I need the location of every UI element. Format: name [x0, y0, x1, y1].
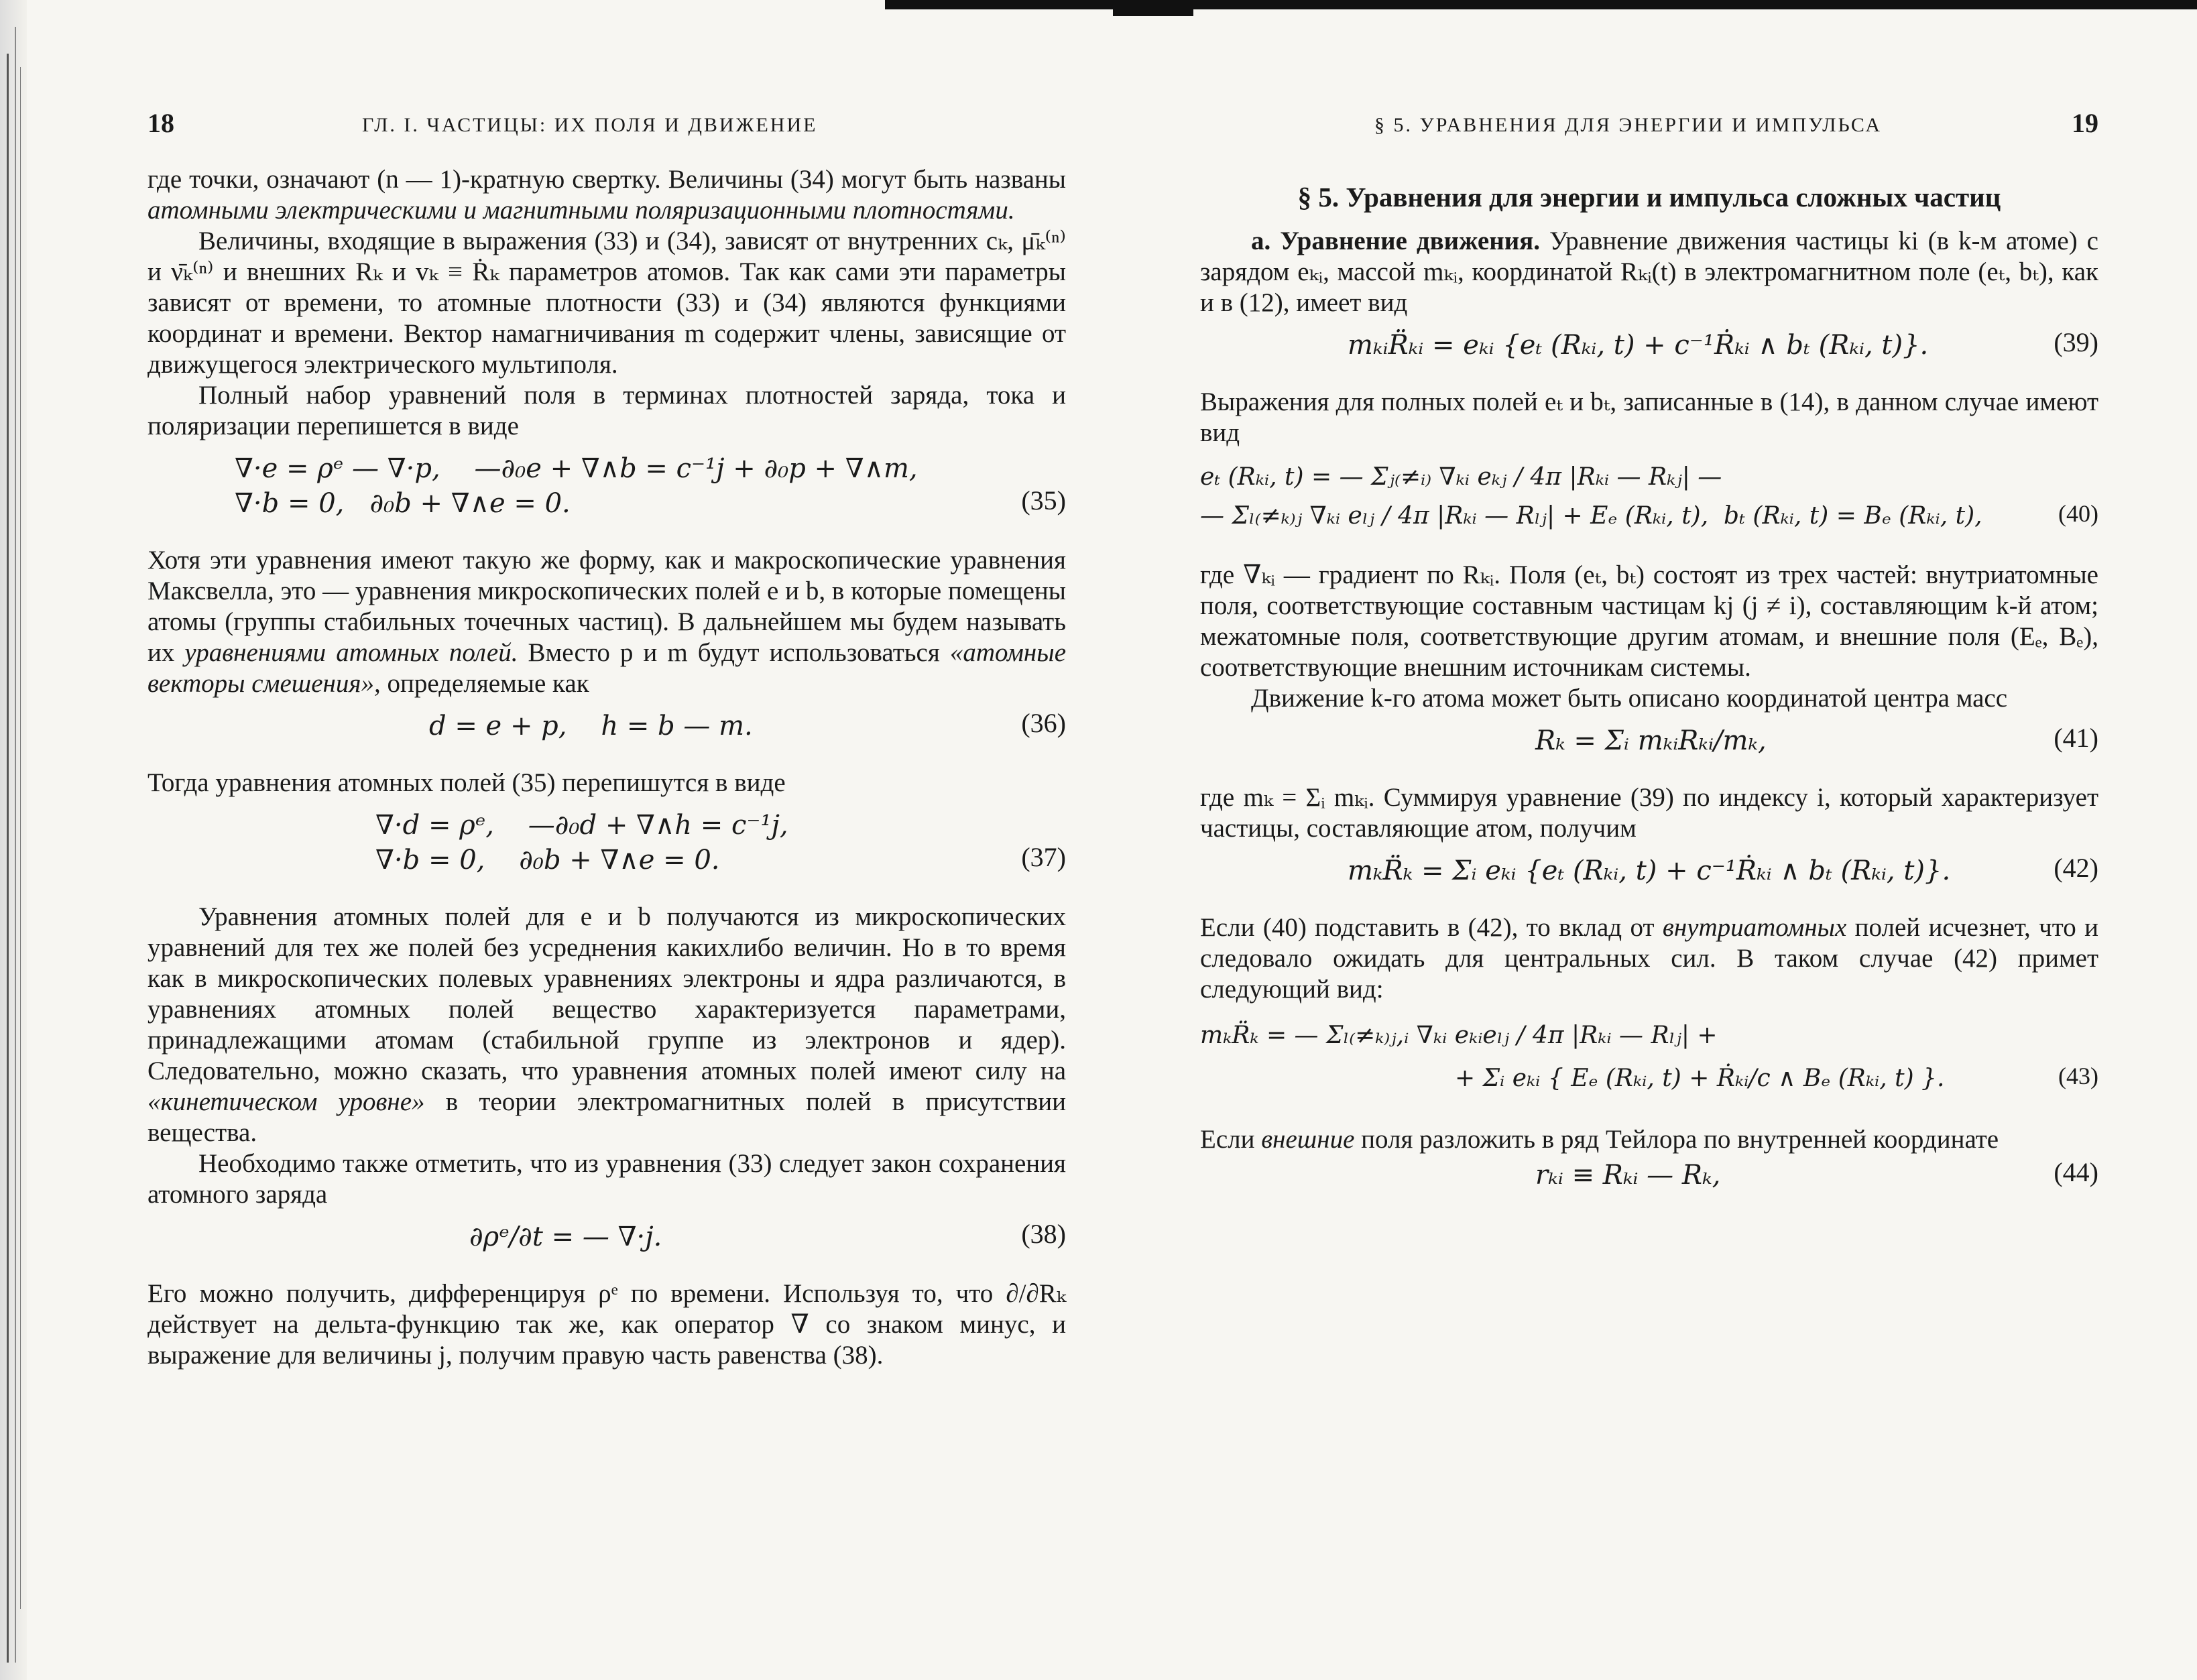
equation-body: mₖR̈ₖ = Σᵢ eₖᵢ {eₜ (Rₖᵢ, t) + c⁻¹Ṙₖᵢ ∧ bₜ (Rₖᵢ, t)}. — [1348, 855, 1951, 886]
paragraph: где ∇ₖᵢ — градиент по Rₖᵢ. Поля (eₜ, bₜ) состоят из трех частей: внутриатомные поля, соответствующие составным частицам kj (j ≠ i), составляющим k-й атом; межатомные поля, соответствующие другим атомам, и внешние поля (Eₑ, Bₑ), соответствующие внешним источникам системы. — [1200, 560, 2098, 682]
paragraph-text: Уравнения атомных полей для e и b получаются из микроскопических уравнений для тех же полей без усреднения какихлибо величин. Но в то время как в микроскопических полевых уравнениях электроны и ядра различаются, в уравнениях атомных полей вещество характеризуется параметрами, принадлежащими атомам (стабильной группе из электронов и ядер). Следовательно, можно сказать, что уравнения атомных полей имеют силу на — [147, 902, 1066, 1085]
equation-body: ∂ρᵉ/∂t = — ∇·j. — [469, 1221, 662, 1252]
equation-number: (36) — [1021, 708, 1066, 738]
equation-44 — [1200, 1158, 2098, 1193]
italic-text: «кинетическом уровне» — [147, 1087, 425, 1116]
paragraph-text: Хотя эти уравнения имеют такую же форму, как и макроскопические уравнения Максвелла, это — уравнения микроскопических полей e и b, в которые помещены атомы (группы стабильных точечных частиц). В дальнейшем мы будем называть их — [147, 546, 1066, 667]
equation-body: rₖᵢ ≡ Rₖᵢ — Rₖ, — [1535, 1160, 1721, 1191]
equation-number: (43) — [2058, 1063, 2098, 1089]
equation-43 — [1200, 1014, 2098, 1100]
left-page — [147, 0, 1066, 1680]
equation-line: mₖR̈ₖ = — Σₗ₍≠ₖ₎ⱼ,ᵢ ∇ₖᵢ eₖᵢeₗⱼ / 4π |Rₖᵢ — Rₗⱼ| + — [1200, 1022, 1718, 1049]
book-edge-line — [15, 27, 16, 1663]
scan-top-border — [1113, 9, 1193, 16]
paragraph: Выражения для полных полей eₜ и bₜ, записанные в (14), в данном случае имеют вид — [1200, 387, 2098, 447]
paragraph — [1200, 1124, 2098, 1155]
paragraph-text: поля разложить в ряд Тейлора по внутренней координате — [1354, 1125, 1999, 1154]
paragraph-text: Уравнение движения частицы ki (в k-м атоме) с зарядом eₖᵢ, массой mₖᵢ, координатой Rₖᵢ(t) в электромагнитном поле (eₜ, bₜ), как и в (12), имеет вид — [1200, 227, 2098, 317]
equation-line: + Σᵢ eₖᵢ { Eₑ (Rₖᵢ, t) + Ṙₖᵢ/c ∧ Bₑ (Rₖᵢ, t) }. — [1455, 1065, 1945, 1092]
italic-text: уравнениями атомных полей. — [184, 638, 518, 667]
paragraph-text: где точки, означают (n — 1)-кратную свертку. Величины (34) могут быть названы — [147, 165, 1066, 194]
paragraph — [147, 902, 1066, 1148]
paragraph: Движение k-го атома может быть описано координатой центра масс — [1251, 684, 2008, 713]
paragraph: Его можно получить, дифференцируя ρᵉ по времени. Используя то, что ∂/∂Rₖ действует на дельта-функцию так же, как оператор ∇ со знаком минус, и выражение для величины j, получим правую часть равенства (38). — [147, 1279, 1066, 1370]
equation-body: mₖᵢR̈ₖᵢ = eₖᵢ {eₜ (Rₖᵢ, t) + c⁻¹Ṙₖᵢ ∧ bₜ (Rₖᵢ, t)}. — [1348, 330, 1929, 361]
equation-37 — [147, 808, 1066, 878]
paragraph: Полный набор уравнений поля в терминах плотностей заряда, тока и поляризации перепишется в виде — [147, 381, 1066, 440]
italic-text: внешние — [1261, 1125, 1355, 1154]
running-head-title: § 5. УРАВНЕНИЯ ДЛЯ ЭНЕРГИИ И ИМПУЛЬСА — [1374, 114, 1883, 136]
paragraph: где mₖ = Σᵢ mₖᵢ. Суммируя уравнение (39) по индексу i, который характеризует частицы, составляющие атом, получим — [1200, 783, 2098, 843]
equation-line: ∇·e = ρᵉ — ∇·p, —∂₀e + ∇∧b = c⁻¹j + ∂₀p + ∇∧m, — [235, 453, 918, 484]
equation-number: (41) — [2054, 723, 2098, 753]
equation-number: (38) — [1021, 1219, 1066, 1249]
page-number: 19 — [2072, 108, 2098, 138]
paragraph-text: в теории электромагнитных полей в присутствии вещества. — [147, 1087, 1067, 1147]
right-page — [1200, 0, 2098, 1680]
paragraph-text: Если (40) подставить в (42), то вклад от — [1200, 913, 1663, 942]
equation-39 — [1200, 328, 2098, 363]
run-in-heading: а. Уравнение движения. — [1251, 227, 1541, 255]
equation-number: (35) — [1021, 485, 1066, 516]
equation-36 — [147, 709, 1066, 743]
paragraph: Необходимо также отметить, что из уравнения (33) следует закон сохранения атомного заряда — [147, 1149, 1066, 1209]
equation-number: (37) — [1021, 842, 1066, 872]
paragraph-text: Вместо p и m будут использоваться — [518, 638, 950, 667]
paragraph-text: полей исчезнет, что и следовало ожидать для центральных сил. В таком случае (42) примет следующий вид: — [1200, 913, 2099, 1004]
equation-line: ∇·b = 0, ∂₀b + ∇∧e = 0. — [235, 488, 571, 519]
equation-number: (42) — [2054, 853, 2098, 883]
equation-body: d = e + p, h = b — m. — [429, 711, 753, 741]
equation-number: (39) — [2054, 327, 2098, 357]
italic-text: внутриатомных — [1662, 913, 1847, 942]
paragraph — [147, 164, 1066, 226]
book-edge — [0, 0, 27, 1680]
running-head — [147, 107, 1066, 147]
equation-41 — [1200, 723, 2098, 758]
paragraph: Величины, входящие в выражения (33) и (34), зависят от внутренних cₖ, μ̄ₖ⁽ⁿ⁾ и ν̄ₖ⁽ⁿ⁾ и внешних Rₖ и vₖ ≡ Ṙₖ параметров атомов. Так как сами эти параметры зависят от времени, то атомные плотности (33) и (34) являются функциями координат и времени. Вектор намагничивания m содержит члены, зависящие от движущегося электрического мультиполя. — [147, 227, 1066, 379]
paragraph — [1200, 912, 2098, 1005]
paragraph — [1200, 226, 2098, 318]
equation-line: eₜ (Rₖᵢ, t) = — Σⱼ₍≠ᵢ₎ ∇ₖᵢ eₖⱼ / 4π |Rₖᵢ — Rₖⱼ| — — [1200, 463, 1722, 491]
equation-35 — [147, 451, 1066, 521]
italic-text: «атомные векторы смешения», — [147, 638, 1066, 698]
equation-body: Rₖ = Σᵢ mₖᵢRₖᵢ/mₖ, — [1535, 725, 1767, 756]
equation-42 — [1200, 853, 2098, 888]
running-head — [1200, 107, 2098, 147]
equation-line: — Σₗ₍≠ₖ₎ⱼ ∇ₖᵢ eₗⱼ / 4π |Rₖᵢ — Rₗⱼ| + Eₑ (Rₖᵢ, t), bₜ (Rₖᵢ, t) = Bₑ (Rₖᵢ, t), — [1200, 502, 1982, 530]
section-title: § 5. Уравнения для энергии и импульса сложных частиц — [1297, 182, 2001, 213]
equation-line: ∇·b = 0, ∂₀b + ∇∧e = 0. — [375, 845, 720, 876]
equation-40 — [1200, 458, 2098, 536]
page-number: 18 — [147, 108, 174, 138]
right-page-body — [1200, 164, 2098, 1203]
equation-number: (40) — [2058, 500, 2098, 527]
italic-text: атомными электрическими и магнитными поляризационными плотностями. — [147, 196, 1015, 225]
book-edge-line — [7, 54, 9, 1663]
equation-38 — [147, 1219, 1066, 1254]
paragraph: Тогда уравнения атомных полей (35) перепишутся в виде — [147, 768, 786, 797]
equation-number: (44) — [2054, 1157, 2098, 1187]
left-page-body — [147, 164, 1066, 1371]
paragraph-text: определяемые как — [380, 669, 589, 698]
paragraph-text: Если — [1200, 1125, 1262, 1154]
equation-line: ∇·d = ρᵉ, —∂₀d + ∇∧h = c⁻¹j, — [375, 810, 788, 841]
running-head-title: ГЛ. I. ЧАСТИЦЫ: ИХ ПОЛЯ И ДВИЖЕНИЕ — [362, 114, 818, 136]
book-edge-line — [20, 67, 21, 1609]
paragraph — [147, 545, 1066, 699]
